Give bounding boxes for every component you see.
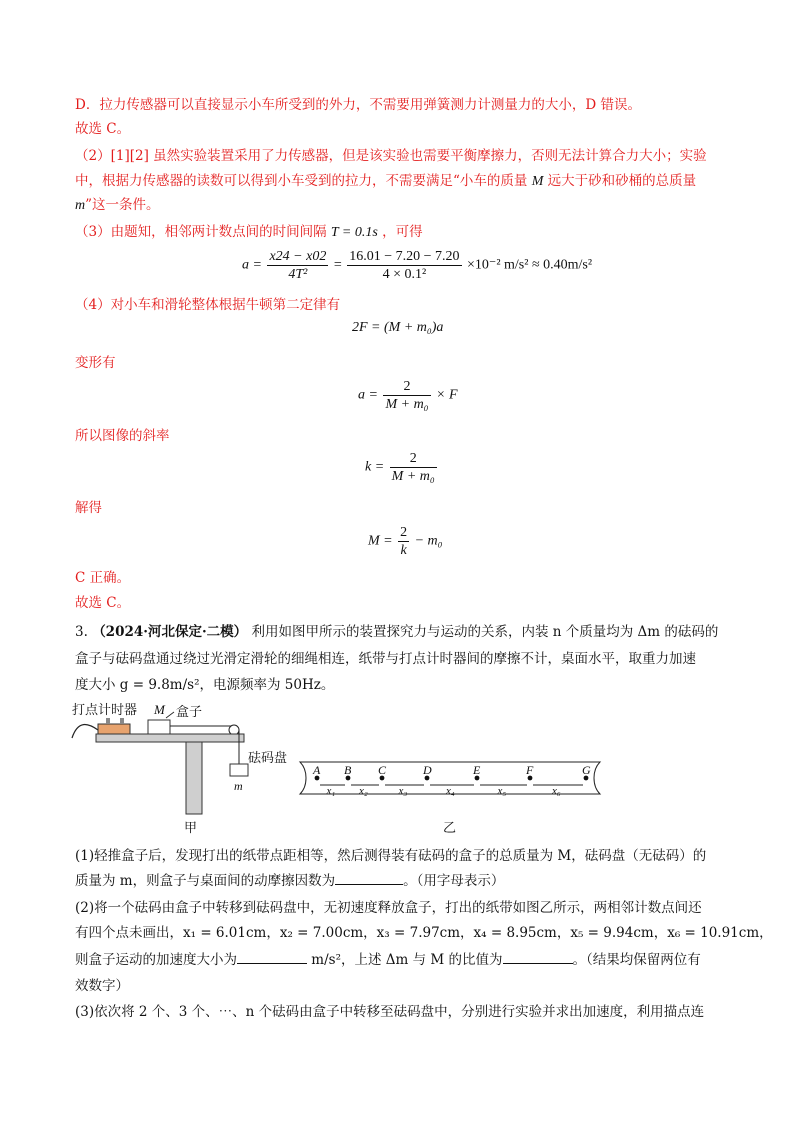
- answer-blank-2[interactable]: [237, 949, 307, 964]
- eq-M-frac: [398, 524, 409, 559]
- tape-point-label-E: E: [473, 763, 481, 777]
- solution-line-d: D．拉力传感器可以直接显示小车所受到的外力，不需要用弹簧测力计测量力的大小，D 错误。: [75, 97, 641, 113]
- eq-aform-num: 2: [383, 378, 430, 396]
- eq-k-lhs: k =: [365, 459, 385, 475]
- power-cord: [72, 725, 98, 738]
- eq-aform-den: M + m₀: [385, 397, 429, 412]
- tape-segment-label-6: x₆: [552, 785, 561, 797]
- eq-M-den: k: [400, 543, 407, 558]
- tape-segment-label-2: x₂: [359, 785, 368, 797]
- timer-terminal-1: [106, 718, 110, 724]
- timer-label: 打点计时器: [72, 702, 138, 717]
- timer-terminal-2: [120, 718, 124, 724]
- solution-part3-text-a: （3）由题知，相邻两计数点间的时间间隔: [75, 224, 327, 240]
- solution-part3-text-b: ，可得: [382, 224, 423, 240]
- symbol-M: M: [531, 174, 544, 189]
- eq-a-frac1-den: 4T²: [288, 267, 308, 282]
- tape-point-label-B: B: [344, 763, 352, 777]
- apparatus-jia: [72, 702, 287, 835]
- problem-3-line1: [75, 621, 718, 643]
- experiment-figure: [70, 698, 690, 840]
- solution-part4-line: （4）对小车和滑轮整体根据牛顿第二定律有: [75, 297, 341, 313]
- tape-point-label-A: A: [313, 763, 321, 777]
- weight-pan: [230, 764, 248, 776]
- question-2-line3: [75, 949, 701, 971]
- solution-transform-label: 变形有: [75, 355, 116, 371]
- eq-a-frac1-num: x24 − x02: [269, 249, 327, 264]
- pan-m-label: m: [234, 779, 243, 793]
- question-3-line1: (3)依次将 2 个、3 个、⋯、n 个砝码由盒子中转移至砝码盘中，分别进行实验并求出加速度，利用描点连: [75, 1004, 705, 1020]
- answer-blank-1[interactable]: [335, 870, 403, 885]
- eq-k-frac: [390, 450, 437, 485]
- eq-aform-frac: [383, 378, 430, 413]
- problem-source: （2024·河北保定·二模）: [92, 624, 248, 640]
- solution-part2-text-b: 远大于砂和砂桶的总质量: [547, 173, 697, 189]
- solution-c-correct: C 正确。: [75, 570, 131, 586]
- eq-a-frac2: [347, 248, 461, 283]
- tape-segment-label-3: x₃: [398, 785, 408, 797]
- eq-a-frac2-num: 16.01 − 7.20 − 7.20: [349, 249, 460, 264]
- equation-k: [365, 450, 439, 485]
- equation-newton: 2F = (M + m₀)a: [352, 320, 444, 335]
- problem-3-line3: 度大小 g = 9.8m/s²，电源频率为 50Hz。: [75, 677, 335, 693]
- question-1-line2: [75, 870, 504, 892]
- table-leg: [186, 742, 202, 814]
- tape-segment-label-4: x₄: [446, 785, 455, 797]
- eq-aform-tail: × F: [436, 387, 458, 403]
- box-label: 盒子: [176, 704, 203, 719]
- answer-blank-3[interactable]: [503, 949, 573, 964]
- eq-a-lhs: a =: [242, 257, 262, 273]
- symbol-m: m: [75, 198, 86, 213]
- question-2-text-a: 则盒子运动的加速度大小为: [75, 952, 237, 968]
- solution-slope-label: 所以图像的斜率: [75, 428, 170, 444]
- tape-segment-label-1: x₁: [326, 785, 336, 797]
- problem-number: 3.: [75, 624, 88, 640]
- question-2-text-c: 。（结果均保留两位有: [572, 952, 701, 968]
- question-2-line1: (2)将一个砝码由盒子中转移到砝码盘中，无初速度释放盒子，打出的纸带如图乙所示，两相邻计数点间还: [75, 900, 702, 916]
- solution-part2-text-c: ”这一条件。: [85, 197, 160, 213]
- solution-part2-line2: [75, 170, 696, 193]
- problem-text-1: 利用如图甲所示的装置探究力与运动的关系，内装 n 个质量均为 Δm 的砝码的: [251, 624, 719, 640]
- eq-a-frac2-den: 4 × 0.1²: [382, 267, 427, 282]
- equation-M: [368, 524, 443, 559]
- eq-M-num: 2: [400, 525, 408, 540]
- box-device: [148, 720, 170, 734]
- solution-answer-c: 故选 C。: [75, 121, 131, 137]
- question-2-line2: 有四个点未画出，x₁ = 6.01cm，x₂ = 7.00cm，x₃ = 7.97cm，x₄ = 8.95cm，x₅ = 9.94cm，x₆ = 10.91cm，: [75, 925, 773, 941]
- table-top: [96, 734, 244, 742]
- tape-point-label-D: D: [423, 763, 432, 777]
- eq-M-lhs: M =: [368, 533, 393, 549]
- problem-3-line2: 盒子与砝码盘通过绕过光滑定滑轮的细绳相连，纸带与打点计时器间的摩擦不计，桌面水平，取重力加速: [75, 651, 696, 667]
- question-1-tail: 。（用字母表示）: [403, 873, 505, 889]
- eq-M-tail: − m₀: [414, 533, 443, 549]
- solution-solve-label: 解得: [75, 500, 102, 516]
- solution-part2-text-a: 中，根据力传感器的读数可以得到小车受到的拉力，不需要满足“小车的质量: [75, 173, 528, 189]
- tape-yi: [300, 762, 600, 835]
- timer-device: [98, 724, 130, 734]
- equation-acceleration-calc: a = $\frac{x24 - x02}{\text{4T²}}$ = $\frac{16.01 - 7.20 - 7.20}{\text{4 × 0.1²}}$ ×10⁻² m/s² ≈ 0.40m/s²: [242, 249, 593, 282]
- question-2-line4: 效数字）: [75, 978, 129, 994]
- pan-label: 砝码盘: [248, 750, 288, 765]
- solution-part2-line3: [75, 194, 160, 217]
- eq-a-frac1: [267, 248, 328, 283]
- eq-k-den: M + m₀: [391, 469, 435, 484]
- question-2-text-b: m/s²，上述 Δm 与 M 的比值为: [311, 952, 503, 968]
- solution-part3-line: [75, 221, 423, 244]
- box-pointer: [166, 712, 174, 718]
- jia-label: 甲: [184, 820, 198, 835]
- period-value: T = 0.1s: [330, 225, 378, 240]
- tape-point-label-F: F: [526, 763, 534, 777]
- question-1-line1: (1)轻推盒子后，发现打出的纸带点距相等，然后测得装有砝码的盒子的总质量为 M，砝码盘（无砝码）的: [75, 848, 707, 864]
- tape-point-label-G: G: [582, 763, 591, 777]
- solution-part2-line1: （2）[1][2] 虽然实验装置采用了力传感器，但是该实验也需要平衡摩擦力，否则无法计算合力大小；实验: [75, 148, 707, 164]
- eq-aform-lhs: a =: [358, 387, 378, 403]
- eq-a-tail: ×10⁻² m/s² ≈ 0.40m/s²: [467, 257, 593, 273]
- tape-segment-label-5: x₅: [497, 785, 507, 797]
- box-M-label: M: [154, 702, 165, 717]
- equation-a-form: [358, 378, 458, 413]
- question-1-text: 质量为 m，则盒子与桌面间的动摩擦因数为: [75, 873, 336, 889]
- eq-k-num: 2: [390, 450, 437, 468]
- yi-label: 乙: [443, 820, 457, 835]
- tape-point-label-C: C: [378, 763, 387, 777]
- solution-answer-c-2: 故选 C。: [75, 595, 131, 611]
